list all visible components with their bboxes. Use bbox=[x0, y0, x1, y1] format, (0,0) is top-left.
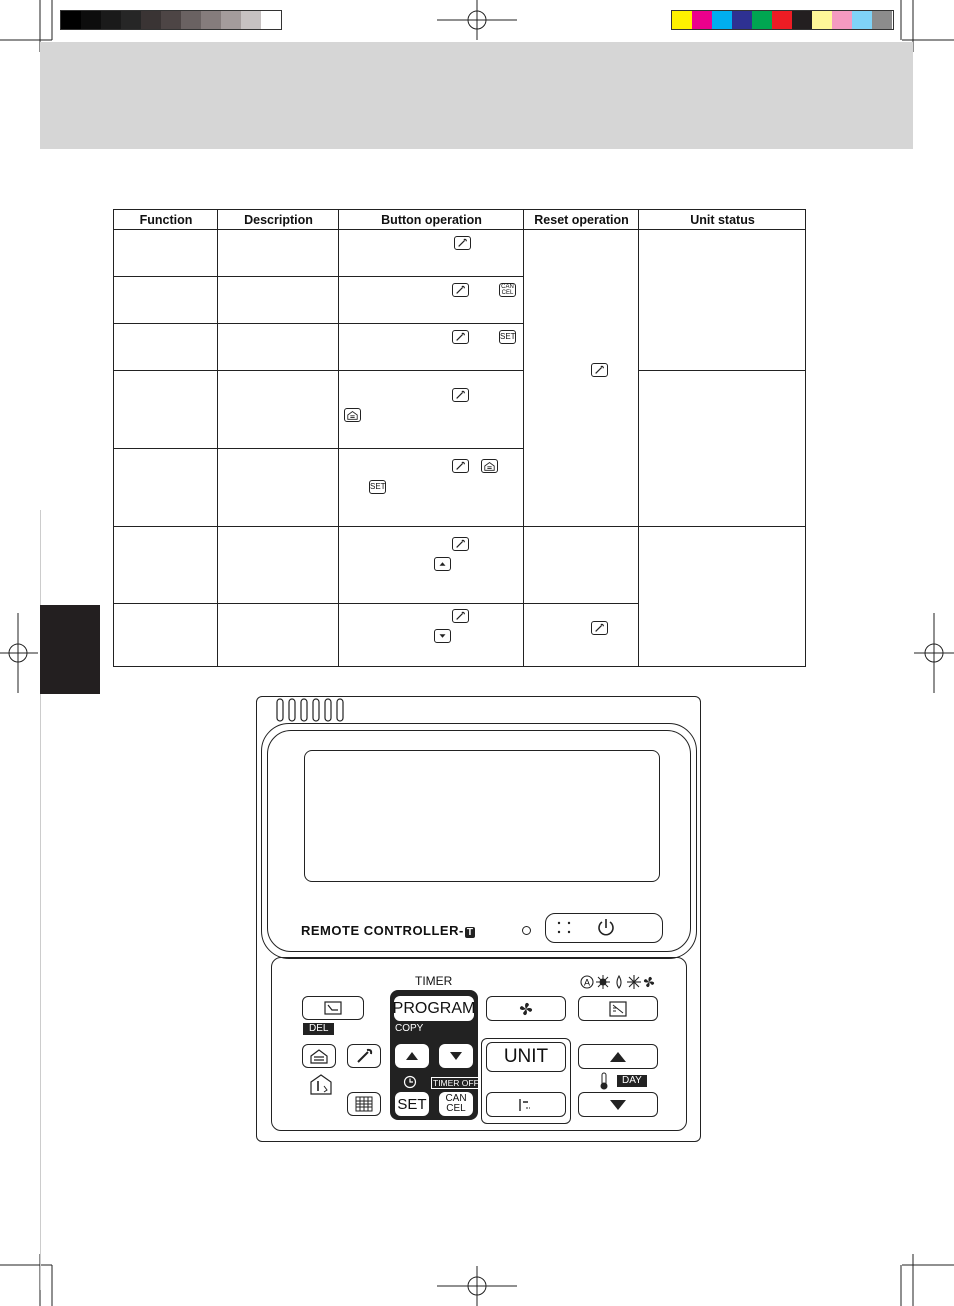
color-swatch bbox=[712, 11, 732, 29]
set-icon: SET bbox=[369, 480, 386, 494]
wrench-icon bbox=[591, 363, 608, 377]
fan-button[interactable] bbox=[486, 996, 566, 1021]
cancel-icon: CAN CEL bbox=[499, 283, 516, 297]
timer-up-button[interactable] bbox=[395, 1044, 429, 1068]
color-swatch bbox=[772, 11, 792, 29]
gray-swatch bbox=[241, 11, 261, 29]
grid-button[interactable] bbox=[347, 1092, 381, 1116]
down-arrow-icon bbox=[434, 629, 451, 643]
fan-icon bbox=[516, 999, 536, 1019]
house-settings-icon bbox=[344, 408, 361, 422]
filter-button[interactable] bbox=[302, 996, 364, 1020]
gray-swatch bbox=[61, 11, 81, 29]
model-label bbox=[301, 923, 475, 938]
col-divider bbox=[523, 210, 524, 666]
copy-label: COPY bbox=[395, 1023, 424, 1034]
louver-icon bbox=[516, 1096, 536, 1114]
header-unit-status: Unit status bbox=[690, 213, 755, 227]
row-divider bbox=[114, 323, 524, 324]
louver-button[interactable] bbox=[486, 1092, 566, 1117]
gray-swatch bbox=[101, 11, 121, 29]
wrench-icon bbox=[452, 537, 469, 551]
grid-icon bbox=[355, 1096, 373, 1112]
gray-swatch bbox=[201, 11, 221, 29]
timer-down-button[interactable] bbox=[439, 1044, 473, 1068]
cancel-line1: CAN bbox=[445, 1093, 467, 1104]
col-divider bbox=[338, 210, 339, 666]
color-swatch bbox=[852, 11, 872, 29]
wrench-icon bbox=[353, 1047, 375, 1065]
clock-icon bbox=[403, 1075, 417, 1089]
color-swatch bbox=[672, 11, 692, 29]
model-label-text: REMOTE CONTROLLER- bbox=[301, 923, 464, 938]
program-button[interactable]: PROGRAM bbox=[394, 996, 474, 1021]
wrench-icon bbox=[452, 330, 469, 344]
row-divider bbox=[114, 526, 805, 527]
filter-icon bbox=[323, 1000, 343, 1016]
del-label: DEL bbox=[303, 1023, 334, 1035]
gray-swatch bbox=[121, 11, 141, 29]
wrench-icon bbox=[452, 283, 469, 297]
header-function: Function bbox=[139, 213, 193, 227]
temp-down-button[interactable] bbox=[578, 1092, 658, 1117]
wrench-button[interactable] bbox=[347, 1044, 381, 1068]
color-swatch bbox=[792, 11, 812, 29]
set-icon: SET bbox=[499, 330, 516, 344]
svg-text:A: A bbox=[583, 977, 591, 988]
color-swatch bbox=[812, 11, 832, 29]
gray-swatch bbox=[141, 11, 161, 29]
wrench-icon bbox=[452, 609, 469, 623]
house-settings-icon bbox=[308, 1047, 330, 1065]
up-arrow-icon bbox=[609, 1051, 627, 1063]
wrench-icon bbox=[452, 388, 469, 402]
set-button[interactable]: SET bbox=[395, 1092, 429, 1116]
function-table bbox=[113, 209, 806, 667]
temp-up-button[interactable] bbox=[578, 1044, 658, 1069]
down-arrow-icon bbox=[449, 1051, 463, 1061]
row-divider bbox=[114, 603, 639, 604]
cancel-button[interactable] bbox=[439, 1092, 473, 1116]
timer-off-label: TIMER OFF bbox=[433, 1078, 479, 1088]
color-swatch bbox=[872, 11, 892, 29]
gray-swatch bbox=[221, 11, 241, 29]
unit-button[interactable]: UNIT bbox=[486, 1042, 566, 1072]
header-description: Description bbox=[244, 213, 313, 227]
up-arrow-icon bbox=[434, 557, 451, 571]
gray-swatch bbox=[181, 11, 201, 29]
row-divider bbox=[114, 229, 805, 230]
col-divider bbox=[217, 210, 218, 666]
wrench-icon bbox=[452, 459, 469, 473]
house-settings-icon bbox=[481, 459, 498, 473]
thermometer-icon bbox=[599, 1072, 609, 1090]
cancel-line2: CEL bbox=[446, 1103, 466, 1114]
gray-swatch bbox=[161, 11, 181, 29]
row-divider bbox=[114, 448, 524, 449]
color-swatch bbox=[832, 11, 852, 29]
up-arrow-icon bbox=[405, 1051, 419, 1061]
gray-swatch bbox=[261, 11, 281, 29]
row-divider bbox=[639, 370, 806, 371]
wrench-icon bbox=[591, 621, 608, 635]
power-button[interactable] bbox=[545, 913, 663, 943]
lcd-display bbox=[304, 750, 660, 882]
operation-lamp bbox=[522, 926, 531, 935]
day-label: DAY bbox=[617, 1075, 647, 1087]
gray-swatch bbox=[81, 11, 101, 29]
remote-controller bbox=[256, 696, 701, 1142]
mode-button[interactable] bbox=[578, 996, 658, 1021]
mode-icons bbox=[579, 974, 657, 990]
house-settings-button[interactable] bbox=[302, 1044, 336, 1068]
color-swatch bbox=[732, 11, 752, 29]
section-tab bbox=[40, 605, 100, 694]
header-reset-operation: Reset operation bbox=[534, 213, 629, 227]
color-swatch bbox=[752, 11, 772, 29]
timer-label: TIMER bbox=[415, 974, 453, 988]
model-badge: T bbox=[466, 927, 474, 938]
house-thermo-icon bbox=[309, 1073, 333, 1095]
down-arrow-icon bbox=[609, 1099, 627, 1111]
wrench-icon bbox=[454, 236, 471, 250]
color-swatch bbox=[692, 11, 712, 29]
vent-grille bbox=[273, 697, 353, 723]
row-divider bbox=[114, 370, 524, 371]
header-button-operation: Button operation bbox=[381, 213, 482, 227]
header-band bbox=[40, 42, 913, 149]
col-divider bbox=[638, 210, 639, 666]
mode-icon bbox=[608, 1000, 628, 1018]
power-icon bbox=[549, 915, 659, 941]
row-divider bbox=[114, 276, 524, 277]
